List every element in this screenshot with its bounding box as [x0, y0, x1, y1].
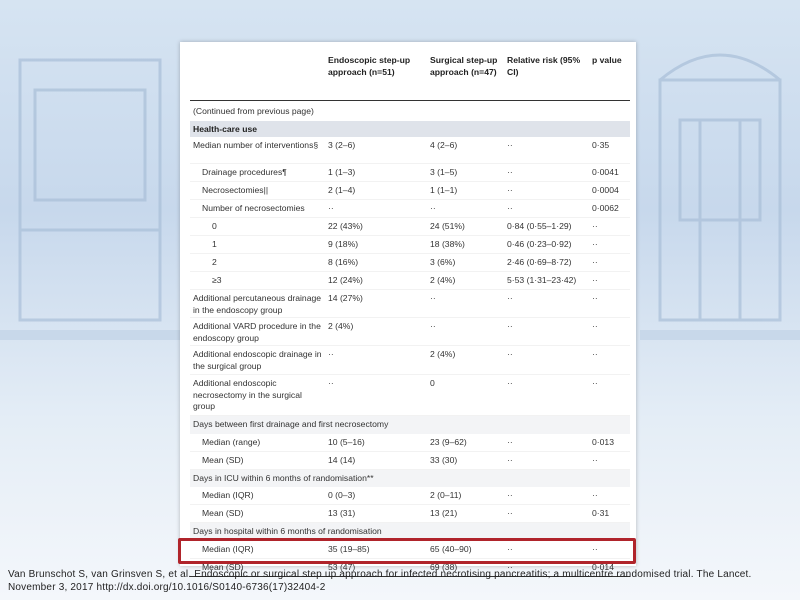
table-sheet [180, 42, 636, 572]
table-row: Additional endoscopic necrosectomy in the surgical group ·· 0 ·· ·· [190, 375, 630, 416]
table-row: Number of necrosectomies ·· ·· ·· 0·0062 [190, 200, 630, 218]
citation-text: Van Brunschot S, van Grinsven S, et al. Endoscopic or surgical step up approach for infected necrotising pancreatitis; a multicentre randomised trial. The Lancet. November 3, 2017 http://dx.doi.org/10.1016/S0140-6736(17)32404-2 [8, 569, 752, 593]
table-row: 2 8 (16%) 3 (6%) 2·46 (0·69–8·72) ·· [190, 254, 630, 272]
table-row: Additional VARD procedure in the endoscopy group 2 (4%) ·· ·· ·· [190, 318, 630, 346]
header-surgical: Surgical step-up approach (n=47) [430, 55, 498, 77]
table-row: Drainage procedures¶ 1 (1–3) 3 (1–5) ·· 0·0041 [190, 164, 630, 182]
header-p-value: p value [592, 55, 622, 65]
table-row: Median (IQR) 35 (19–85) 65 (40–90) ·· ·· [190, 541, 630, 559]
table-row: Mean (SD) 13 (31) 13 (21) ·· 0·31 [190, 505, 630, 523]
table-row: Median (range) 10 (5–16) 23 (9–62) ·· 0·013 [190, 434, 630, 452]
table-row: 0 22 (43%) 24 (51%) 0·84 (0·55–1·29) ·· [190, 218, 630, 236]
highlight-box [178, 538, 636, 564]
table-row: Necrosectomies|| 2 (1–4) 1 (1–1) ·· 0·0004 [190, 182, 630, 200]
subheading-days-in-icu: Days in ICU within 6 months of randomisation** [190, 470, 630, 488]
subheading-days-in-hospital: Days in hospital within 6 months of randomisation [190, 523, 630, 541]
table-header [190, 50, 630, 101]
table-row: Mean (SD) 14 (14) 33 (30) ·· ·· [190, 452, 630, 470]
subheading-days-drainage-necrosectomy: Days between first drainage and first necrosectomy [190, 416, 630, 434]
header-endoscopic: Endoscopic step-up approach (n=51) [328, 55, 411, 77]
header-relative-risk: Relative risk (95% CI) [507, 55, 581, 77]
table-row: 1 9 (18%) 18 (38%) 0·46 (0·23–0·92) ·· [190, 236, 630, 254]
table-row: Median number of interventions§ 3 (2–6) 4 (2–6) ·· 0·35 [190, 137, 630, 164]
continued-note: (Continued from previous page) [193, 106, 314, 116]
table-row: Additional endoscopic drainage in the surgical group ·· 2 (4%) ·· ·· [190, 346, 630, 375]
table-row: Median (IQR) 0 (0–3) 2 (0–11) ·· ·· [190, 487, 630, 505]
section-health-care-use: Health-care use [190, 121, 630, 137]
table-row: ≥3 12 (24%) 2 (4%) 5·53 (1·31–23·42) ·· [190, 272, 630, 290]
table-row-highlighted: Mean (SD) 53 (47) 69 (38) ·· 0·014 [190, 559, 630, 577]
table-row: Additional percutaneous drainage in the endoscopy group 14 (27%) ·· ·· ·· [190, 290, 630, 318]
